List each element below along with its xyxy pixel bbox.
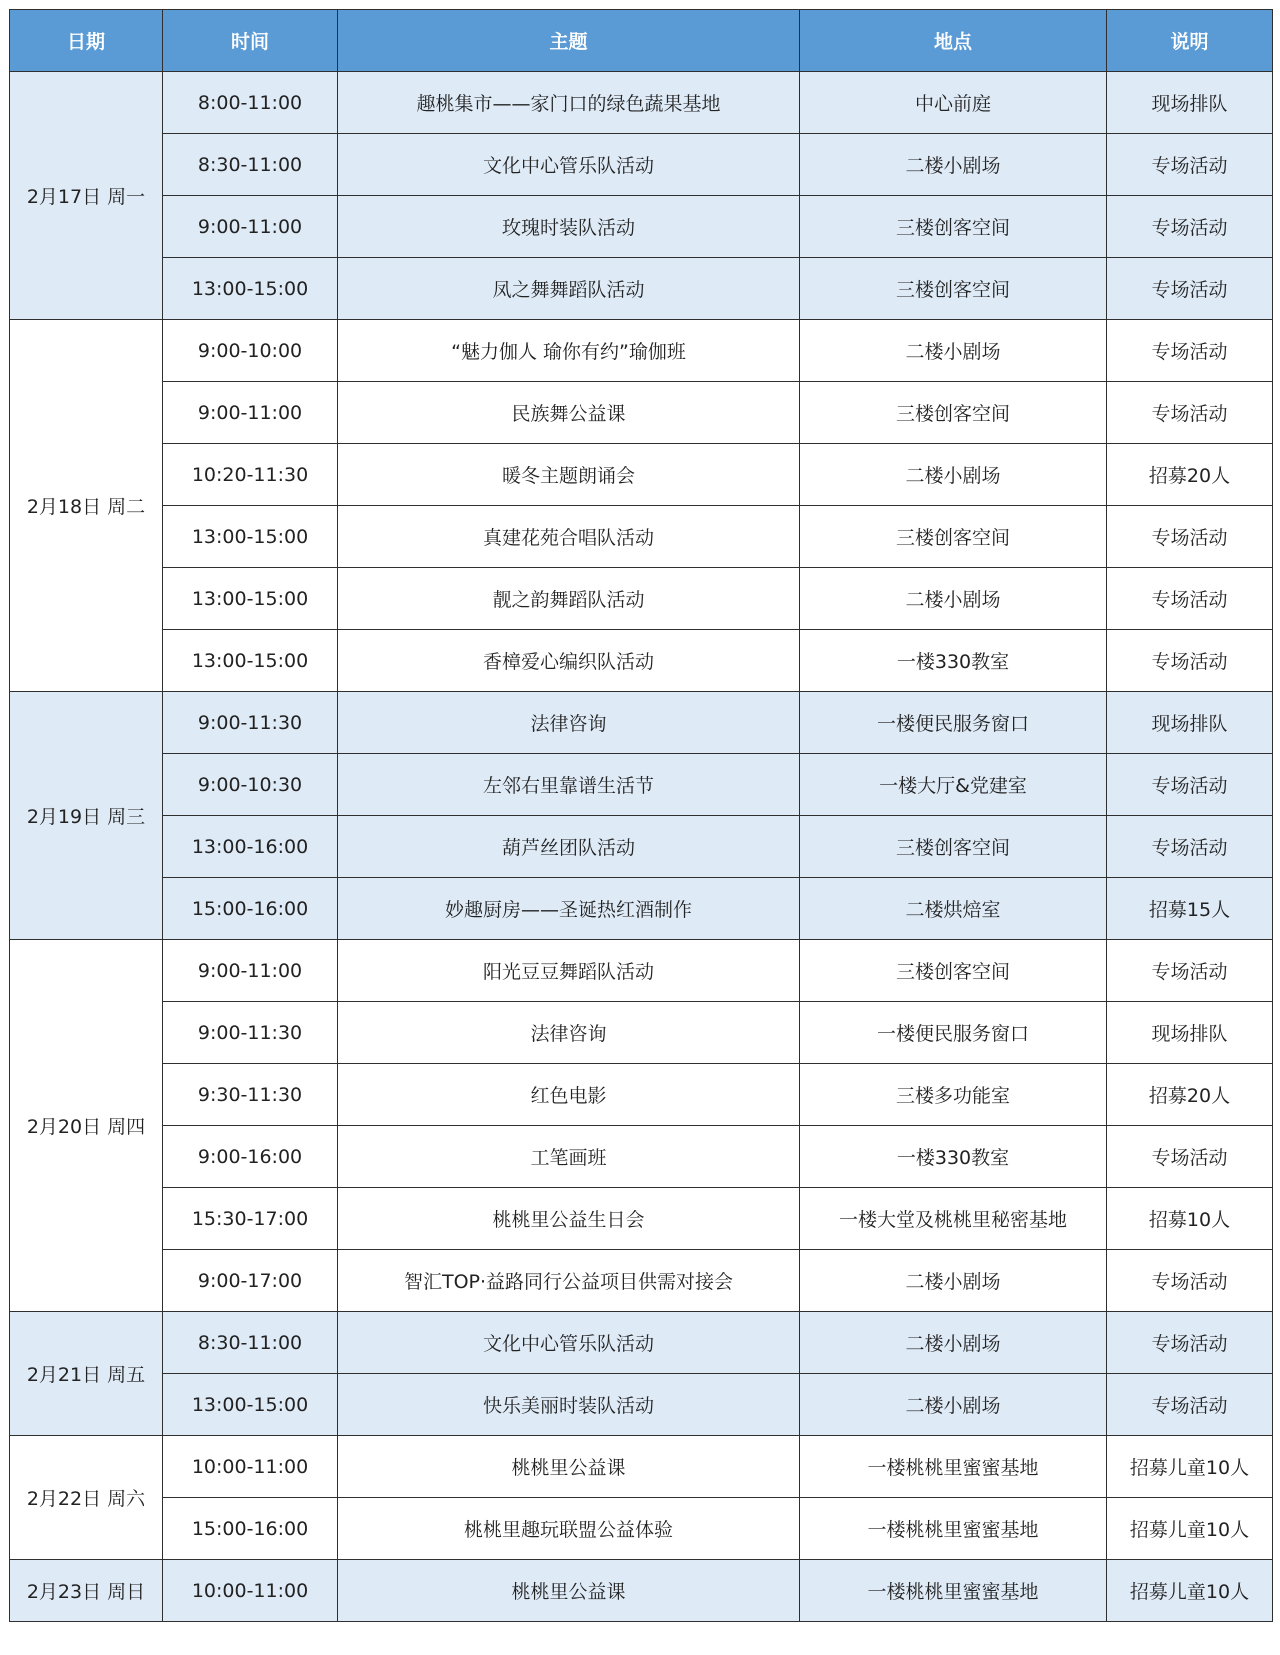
note-cell: 招募儿童10人 (1107, 1560, 1273, 1622)
note-cell: 专场活动 (1107, 1374, 1273, 1436)
table-row (10, 1064, 1273, 1126)
place-cell: 三楼创客空间 (800, 258, 1107, 320)
table-row (10, 568, 1273, 630)
place-cell: 一楼桃桃里蜜蜜基地 (800, 1436, 1107, 1498)
time-cell: 10:00-11:00 (163, 1560, 338, 1622)
header-row (10, 10, 1273, 72)
place-cell: 二楼小剧场 (800, 1250, 1107, 1312)
place-cell: 一楼大堂及桃桃里秘密基地 (800, 1188, 1107, 1250)
table-row (10, 1436, 1273, 1498)
topic-cell: 桃桃里公益课 (338, 1436, 800, 1498)
time-cell: 9:30-11:30 (163, 1064, 338, 1126)
note-cell: 现场排队 (1107, 692, 1273, 754)
topic-cell: 趣桃集市——家门口的绿色蔬果基地 (338, 72, 800, 134)
note-cell: 专场活动 (1107, 1126, 1273, 1188)
table-row (10, 196, 1273, 258)
topic-cell: 桃桃里公益课 (338, 1560, 800, 1622)
topic-cell: 桃桃里公益生日会 (338, 1188, 800, 1250)
note-cell: 招募20人 (1107, 1064, 1273, 1126)
table-row (10, 1250, 1273, 1312)
time-cell: 10:00-11:00 (163, 1436, 338, 1498)
place-cell: 一楼330教室 (800, 630, 1107, 692)
topic-cell: 桃桃里趣玩联盟公益体验 (338, 1498, 800, 1560)
table-row (10, 1374, 1273, 1436)
place-cell: 一楼便民服务窗口 (800, 1002, 1107, 1064)
note-cell: 专场活动 (1107, 134, 1273, 196)
topic-cell: 法律咨询 (338, 1002, 800, 1064)
topic-cell: 香樟爱心编织队活动 (338, 630, 800, 692)
note-cell: 专场活动 (1107, 754, 1273, 816)
table-row (10, 878, 1273, 940)
note-cell: 专场活动 (1107, 816, 1273, 878)
note-cell: 专场活动 (1107, 1312, 1273, 1374)
note-cell: 专场活动 (1107, 1250, 1273, 1312)
place-cell: 一楼便民服务窗口 (800, 692, 1107, 754)
table-row (10, 816, 1273, 878)
note-cell: 专场活动 (1107, 506, 1273, 568)
topic-cell: 妙趣厨房——圣诞热红酒制作 (338, 878, 800, 940)
table-row (10, 1498, 1273, 1560)
topic-cell: 靓之韵舞蹈队活动 (338, 568, 800, 630)
note-cell: 专场活动 (1107, 196, 1273, 258)
time-cell: 15:30-17:00 (163, 1188, 338, 1250)
place-cell: 三楼创客空间 (800, 196, 1107, 258)
table-row (10, 1560, 1273, 1622)
date-cell: 2月19日 周三 (10, 692, 163, 940)
table-row (10, 1312, 1273, 1374)
note-cell: 招募儿童10人 (1107, 1498, 1273, 1560)
time-cell: 15:00-16:00 (163, 1498, 338, 1560)
table-row (10, 506, 1273, 568)
place-cell: 一楼330教室 (800, 1126, 1107, 1188)
place-cell: 二楼小剧场 (800, 1374, 1107, 1436)
note-cell: 招募20人 (1107, 444, 1273, 506)
time-cell: 13:00-16:00 (163, 816, 338, 878)
header-time: 时间 (163, 10, 338, 72)
note-cell: 招募15人 (1107, 878, 1273, 940)
topic-cell: 葫芦丝团队活动 (338, 816, 800, 878)
date-cell: 2月20日 周四 (10, 940, 163, 1312)
place-cell: 一楼桃桃里蜜蜜基地 (800, 1498, 1107, 1560)
table-row (10, 320, 1273, 382)
topic-cell: 民族舞公益课 (338, 382, 800, 444)
topic-cell: 真建花苑合唱队活动 (338, 506, 800, 568)
note-cell: 招募儿童10人 (1107, 1436, 1273, 1498)
time-cell: 9:00-11:30 (163, 692, 338, 754)
note-cell: 现场排队 (1107, 1002, 1273, 1064)
time-cell: 9:00-11:00 (163, 382, 338, 444)
note-cell: 现场排队 (1107, 72, 1273, 134)
time-cell: 9:00-11:00 (163, 940, 338, 1002)
note-cell: 专场活动 (1107, 320, 1273, 382)
topic-cell: 红色电影 (338, 1064, 800, 1126)
time-cell: 9:00-10:00 (163, 320, 338, 382)
topic-cell: 玫瑰时装队活动 (338, 196, 800, 258)
time-cell: 9:00-17:00 (163, 1250, 338, 1312)
time-cell: 13:00-15:00 (163, 1374, 338, 1436)
place-cell: 二楼小剧场 (800, 134, 1107, 196)
table-row (10, 72, 1273, 134)
place-cell: 三楼创客空间 (800, 382, 1107, 444)
note-cell: 专场活动 (1107, 630, 1273, 692)
place-cell: 一楼大厅&党建室 (800, 754, 1107, 816)
table-row (10, 134, 1273, 196)
place-cell: 一楼桃桃里蜜蜜基地 (800, 1560, 1107, 1622)
time-cell: 8:00-11:00 (163, 72, 338, 134)
time-cell: 9:00-16:00 (163, 1126, 338, 1188)
time-cell: 9:00-10:30 (163, 754, 338, 816)
table-row (10, 1188, 1273, 1250)
topic-cell: 左邻右里靠谱生活节 (338, 754, 800, 816)
note-cell: 专场活动 (1107, 568, 1273, 630)
header-place: 地点 (800, 10, 1107, 72)
date-cell: 2月18日 周二 (10, 320, 163, 692)
place-cell: 中心前庭 (800, 72, 1107, 134)
time-cell: 10:20-11:30 (163, 444, 338, 506)
header-date: 日期 (10, 10, 163, 72)
topic-cell: 法律咨询 (338, 692, 800, 754)
activity-schedule-table (9, 9, 1273, 1622)
date-cell: 2月23日 周日 (10, 1560, 163, 1622)
date-cell: 2月17日 周一 (10, 72, 163, 320)
table-row (10, 692, 1273, 754)
table-header (10, 10, 1273, 72)
time-cell: 13:00-15:00 (163, 568, 338, 630)
place-cell: 三楼创客空间 (800, 940, 1107, 1002)
date-cell: 2月22日 周六 (10, 1436, 163, 1560)
topic-cell: 暖冬主题朗诵会 (338, 444, 800, 506)
table-row (10, 940, 1273, 1002)
table-row (10, 1002, 1273, 1064)
table-row (10, 258, 1273, 320)
schedule-container (9, 9, 1272, 1622)
table-row (10, 1126, 1273, 1188)
place-cell: 二楼烘焙室 (800, 878, 1107, 940)
topic-cell: 文化中心管乐队活动 (338, 1312, 800, 1374)
topic-cell: 阳光豆豆舞蹈队活动 (338, 940, 800, 1002)
place-cell: 二楼小剧场 (800, 568, 1107, 630)
note-cell: 专场活动 (1107, 940, 1273, 1002)
time-cell: 13:00-15:00 (163, 630, 338, 692)
place-cell: 二楼小剧场 (800, 444, 1107, 506)
table-row (10, 630, 1273, 692)
header-topic: 主题 (338, 10, 800, 72)
note-cell: 专场活动 (1107, 258, 1273, 320)
topic-cell: 凤之舞舞蹈队活动 (338, 258, 800, 320)
time-cell: 8:30-11:00 (163, 1312, 338, 1374)
table-row (10, 754, 1273, 816)
place-cell: 二楼小剧场 (800, 320, 1107, 382)
topic-cell: “魅力伽人 瑜你有约”瑜伽班 (338, 320, 800, 382)
time-cell: 15:00-16:00 (163, 878, 338, 940)
topic-cell: 快乐美丽时装队活动 (338, 1374, 800, 1436)
table-body (10, 72, 1273, 1622)
note-cell: 招募10人 (1107, 1188, 1273, 1250)
table-row (10, 382, 1273, 444)
topic-cell: 智汇TOP·益路同行公益项目供需对接会 (338, 1250, 800, 1312)
topic-cell: 工笔画班 (338, 1126, 800, 1188)
time-cell: 9:00-11:30 (163, 1002, 338, 1064)
time-cell: 9:00-11:00 (163, 196, 338, 258)
time-cell: 13:00-15:00 (163, 258, 338, 320)
place-cell: 二楼小剧场 (800, 1312, 1107, 1374)
table-row (10, 444, 1273, 506)
note-cell: 专场活动 (1107, 382, 1273, 444)
time-cell: 13:00-15:00 (163, 506, 338, 568)
time-cell: 8:30-11:00 (163, 134, 338, 196)
topic-cell: 文化中心管乐队活动 (338, 134, 800, 196)
place-cell: 三楼创客空间 (800, 816, 1107, 878)
header-note: 说明 (1107, 10, 1273, 72)
date-cell: 2月21日 周五 (10, 1312, 163, 1436)
place-cell: 三楼创客空间 (800, 506, 1107, 568)
place-cell: 三楼多功能室 (800, 1064, 1107, 1126)
